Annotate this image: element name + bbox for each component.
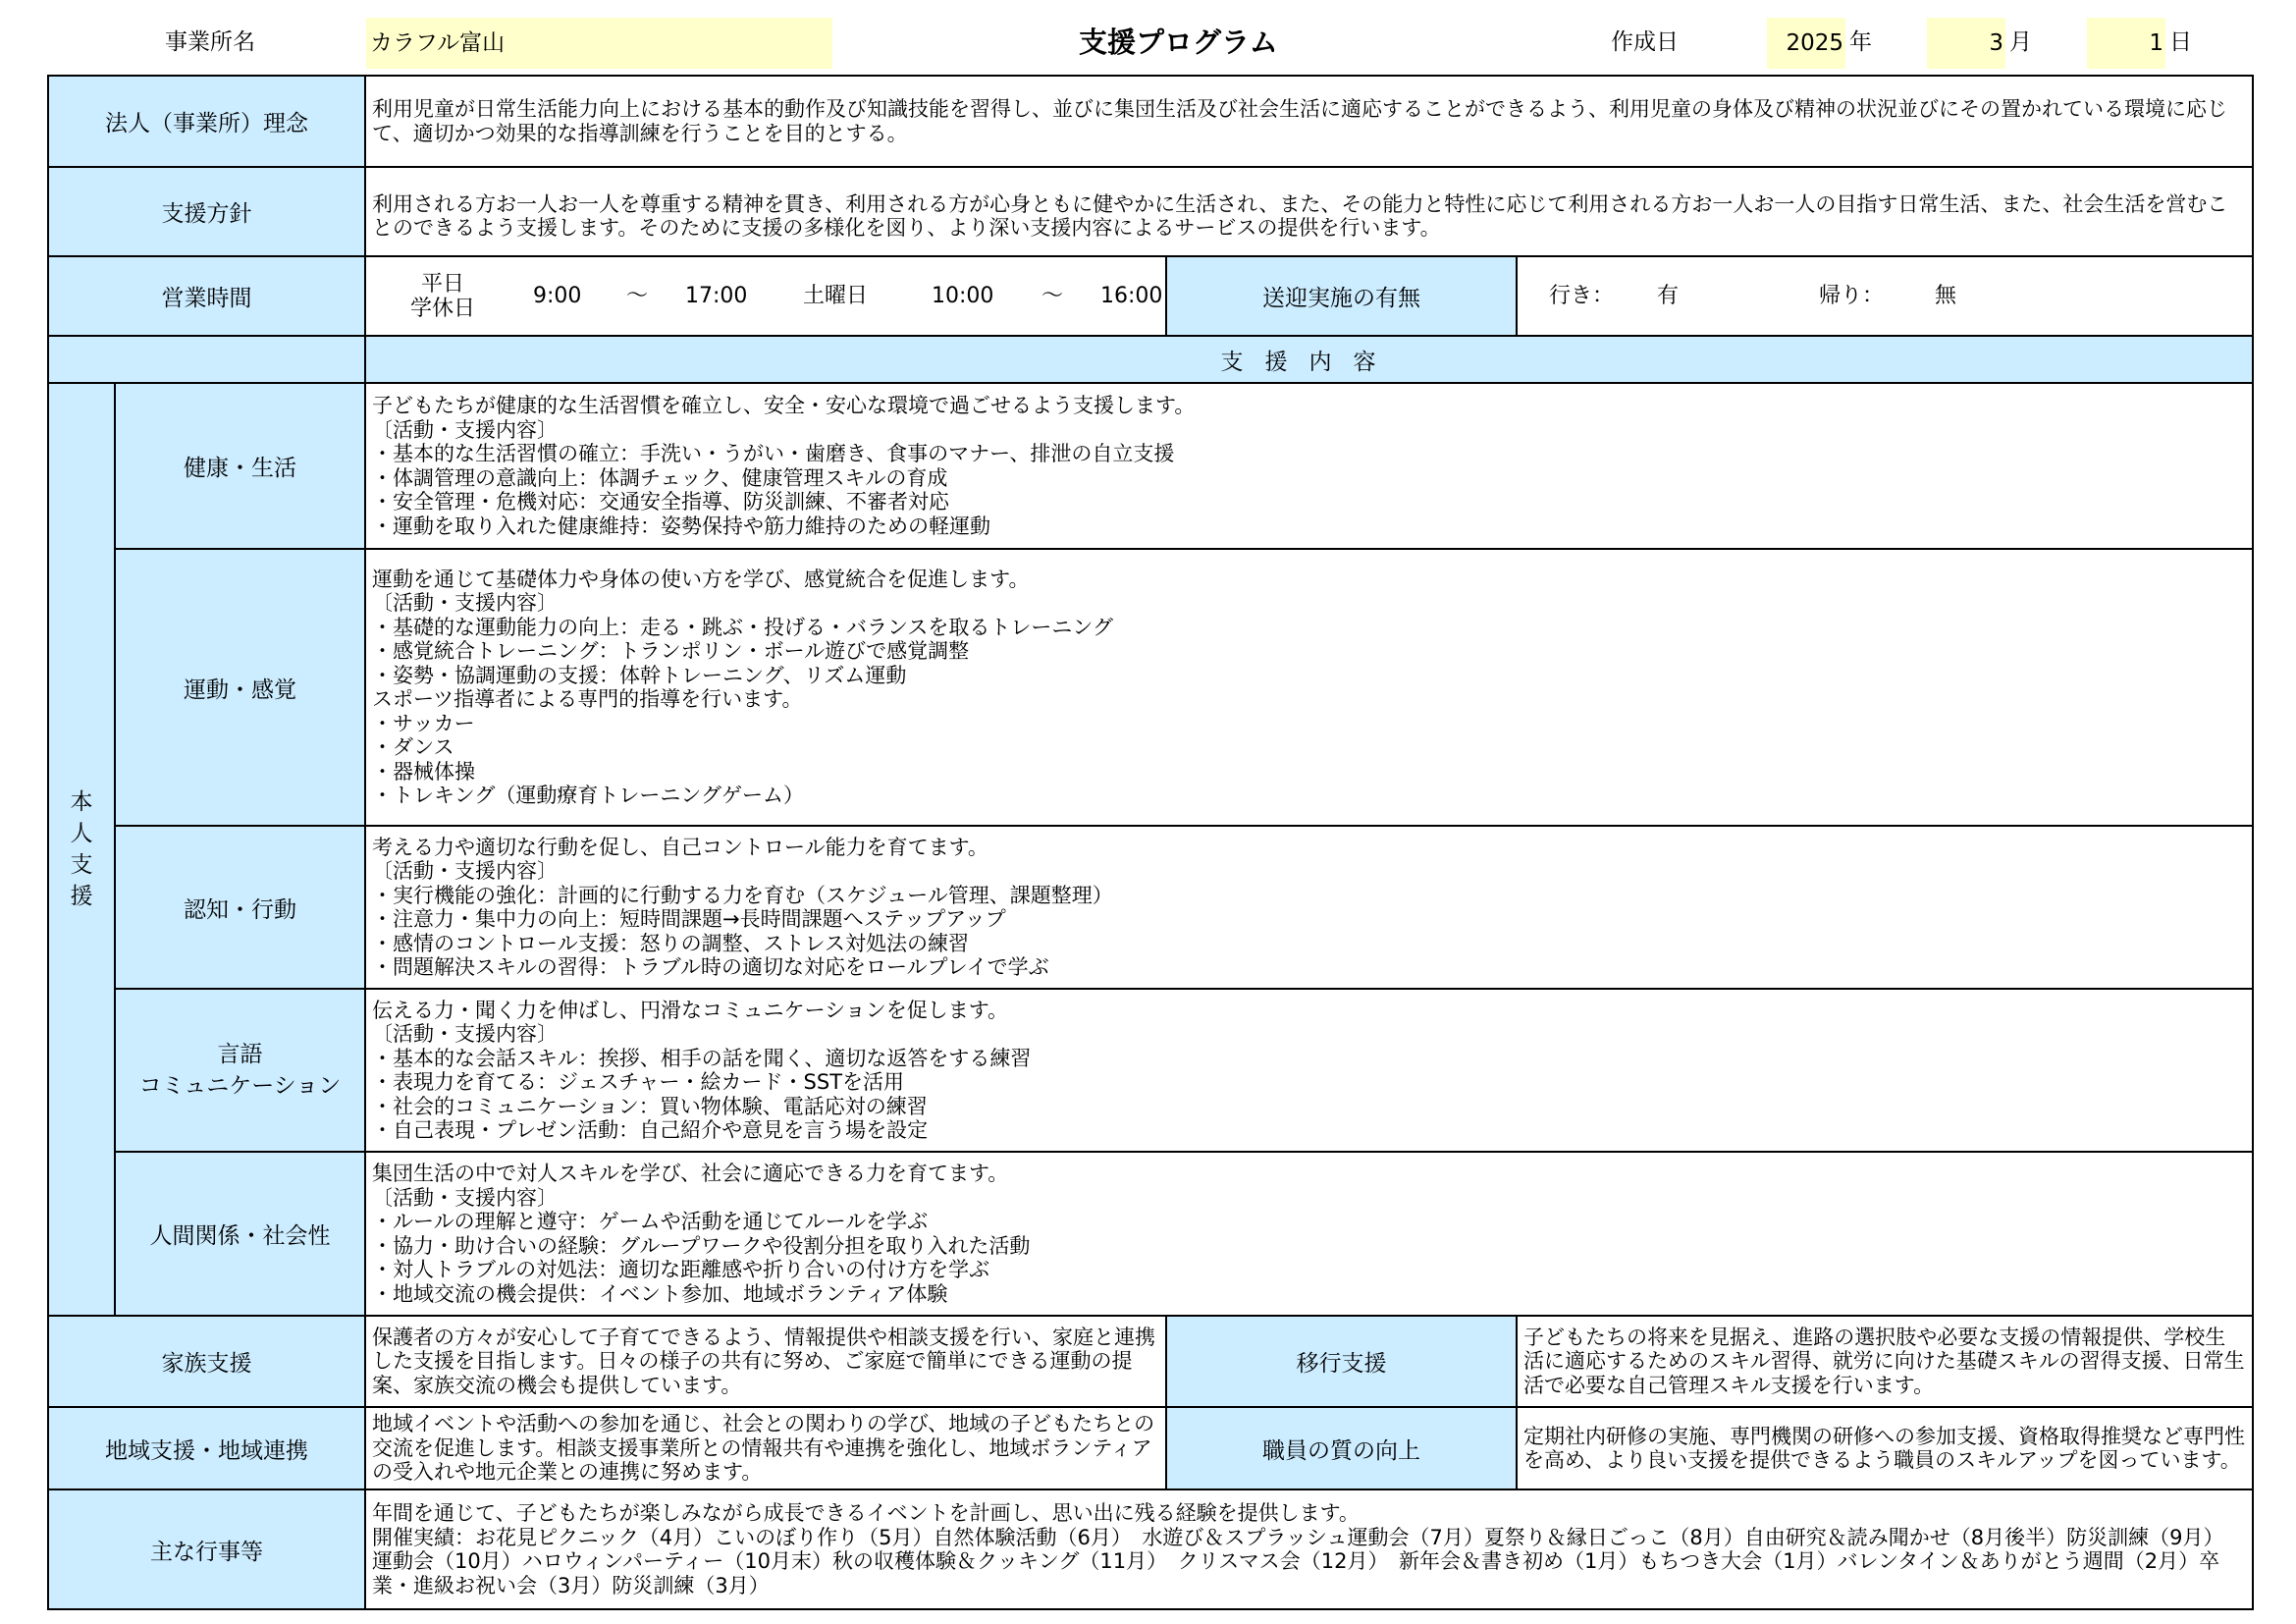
- family-support-label: 家族支援: [48, 1316, 365, 1407]
- social-relations-text[interactable]: 集団生活の中で対人スキルを学び、社会に適応できる力を育てます。 〔活動・支援内容〕 ・ルールの理解と遵守：ゲームや活動を通じてルールを学ぶ ・協力・助け合いの経験：グループワークや役割分担を取り入れた活動 ・対人トラブルの対処法：適切な距離感や折り合いの付け方を学ぶ ・地域交流の機会提供：イベント参加、地域ボランティア体験: [365, 1152, 2253, 1316]
- support-program-table: [47, 75, 2254, 1610]
- motor-sensory-label: 運動・感覚: [115, 549, 365, 826]
- cognitive-behavior-text[interactable]: 考える力や適切な行動を促し、自己コントロール能力を育てます。 〔活動・支援内容〕 ・実行機能の強化：計画的に行動する力を育む（スケジュール管理、課題整理） ・注意力・集中力の向上：短時間課題→長時間課題へステップアップ ・感情のコントロール支援：怒りの調整、ストレス対処法の練習 ・問題解決スキルの習得：トラブル時の適切な対応をロールプレイで学ぶ: [365, 826, 2253, 989]
- transition-support-text[interactable]: 子どもたちの将来を見据え、進路の選択肢や必要な支援の情報提供、学校生活に適応するためのスキル習得、就労に向けた基礎スキルの習得支援、日常生活で必要な自己管理スキル支援を行います。: [1517, 1316, 2253, 1407]
- health-life-text[interactable]: 子どもたちが健康的な生活習慣を確立し、安全・安心な環境で過ごせるよう支援します。 〔活動・支援内容〕 ・基本的な生活習慣の確立：手洗い・うがい・歯磨き、食事のマナー、排泄の自立支援 ・体調管理の意識向上：体調チェック、健康管理スキルの育成 ・安全管理・危機対応：交通安全指導、防災訓練、不審者対応 ・運動を取り入れた健康維持：姿勢保持や筋力維持のための軽運動: [365, 383, 2253, 549]
- transport-label: 送迎実施の有無: [1166, 256, 1517, 336]
- day-field[interactable]: 1: [2087, 18, 2165, 69]
- saturday-end[interactable]: 16:00: [1100, 283, 1163, 308]
- family-transition-row: [48, 1316, 2253, 1407]
- self-support-row-cognitive: [48, 826, 2253, 989]
- community-staff-row: [48, 1407, 2253, 1489]
- self-support-row-health: [48, 383, 2253, 549]
- self-support-label: 本人支援: [48, 383, 115, 1316]
- hours-label: 営業時間: [48, 256, 365, 336]
- weekday-label: 平日 学休日: [409, 271, 475, 321]
- staff-quality-text[interactable]: 定期社内研修の実施、専門機関の研修への参加支援、資格取得推奨など専門性を高め、より良い支援を提供できるよう職員のスキルアップを図っています。: [1517, 1407, 2253, 1489]
- social-relations-label: 人間関係・社会性: [115, 1152, 365, 1316]
- weekday-end[interactable]: 17:00: [685, 283, 748, 308]
- office-name-label: 事業所名: [165, 29, 255, 55]
- office-name-field[interactable]: カラフル富山: [366, 18, 832, 69]
- events-row: [48, 1489, 2253, 1609]
- events-text[interactable]: 年間を通じて、子どもたちが楽しみながら成長できるイベントを計画し、思い出に残る経験を提供します。 開催実績：お花見ピクニック（4月）こいのぼり作り（5月）自然体験活動（6月） 水遊び＆スプラッシュ運動会（7月）夏祭り＆縁日ごっこ（8月）自由研究＆読み聞かせ（8月後半）防災訓練（9月） 運動会（10月）ハロウィンパーティー（10月末）秋の収穫体験＆クッキング（11月） クリスマス会（12月） 新年会＆書き初め（1月）もちつき大会（1月）バレンタイン＆ありがとう週間（2月）卒業・進級お祝い会（3月）防災訓練（3月）: [365, 1489, 2253, 1609]
- created-date-label: 作成日: [1611, 29, 1679, 55]
- document-header: [0, 18, 2296, 67]
- language-communication-label: 言語 コミュニケーション: [115, 989, 365, 1152]
- policy-text[interactable]: 利用される方お一人お一人を尊重する精神を貫き、利用される方が心身ともに健やかに生活され、また、その能力と特性に応じて利用される方お一人お一人の目指す日常生活、また、社会生活を営むことのできるよう支援します。そのために支援の多様化を図り、より深い支援内容によるサービスの提供を行います。: [365, 167, 2253, 256]
- saturday-tilde: ～: [1041, 283, 1064, 308]
- policy-label: 支援方針: [48, 167, 365, 256]
- weekday-tilde: ～: [626, 283, 649, 308]
- month-field[interactable]: 3: [1927, 18, 2005, 69]
- community-label: 地域支援・地域連携: [48, 1407, 365, 1489]
- community-text[interactable]: 地域イベントや活動への参加を通じ、社会との関わりの学び、地域の子どもたちとの交流を促進します。相談支援事業所との情報共有や連携を強化し、地域ボランティアの受入れや地元企業との連携に努めます。: [365, 1407, 1166, 1489]
- saturday-label: 土曜日: [803, 283, 869, 308]
- family-support-text[interactable]: 保護者の方々が安心して子育てできるよう、情報提供や相談支援を行い、家庭と連携した支援を目指します。日々の様子の共有に努め、ご家庭で簡単にできる運動の提案、家族交流の機会も提供しています。: [365, 1316, 1166, 1407]
- philosophy-row: [48, 76, 2253, 167]
- health-life-label: 健康・生活: [115, 383, 365, 549]
- return-value[interactable]: 無: [1935, 283, 1957, 308]
- self-support-row-motor: [48, 549, 2253, 826]
- motor-sensory-text[interactable]: 運動を通じて基礎体力や身体の使い方を学び、感覚統合を促進します。 〔活動・支援内容〕 ・基礎的な運動能力の向上：走る・跳ぶ・投げる・バランスを取るトレーニング ・感覚統合トレーニング：トランポリン・ボール遊びで感覚調整 ・姿勢・協調運動の支援：体幹トレーニング、リズム運動 スポーツ指導者による専門的指導を行います。 ・サッカー ・ダンス ・器械体操 ・トレキング（運動療育トレーニングゲーム）: [365, 549, 2253, 826]
- weekday-start[interactable]: 9:00: [533, 283, 582, 308]
- month-unit: 月: [2009, 29, 2032, 55]
- staff-quality-label: 職員の質の向上: [1166, 1407, 1517, 1489]
- cognitive-behavior-label: 認知・行動: [115, 826, 365, 989]
- events-label: 主な行事等: [48, 1489, 365, 1609]
- content-header: 支援内容: [365, 336, 2253, 383]
- page-title: 支援プログラム: [1079, 26, 1278, 59]
- return-label: 帰り：: [1819, 283, 1885, 308]
- policy-row: [48, 167, 2253, 256]
- hours-cell: [365, 256, 1166, 336]
- hours-row: [48, 256, 2253, 336]
- go-label: 行き：: [1549, 283, 1615, 308]
- philosophy-text[interactable]: 利用児童が日常生活能力向上における基本的動作及び知識技能を習得し、並びに集団生活及び社会生活に適応することができるよう、利用児童の身体及び精神の状況並びにその置かれている環境に応じて、適切かつ効果的な指導訓練を行うことを目的とする。: [365, 76, 2253, 167]
- year-unit: 年: [1849, 29, 1872, 55]
- go-value[interactable]: 有: [1657, 283, 1680, 308]
- philosophy-label: 法人（事業所）理念: [48, 76, 365, 167]
- content-header-blank: [48, 336, 365, 383]
- self-support-row-language: [48, 989, 2253, 1152]
- transition-support-label: 移行支援: [1166, 1316, 1517, 1407]
- year-field[interactable]: 2025: [1767, 18, 1845, 69]
- transport-cell: [1517, 256, 2253, 336]
- self-support-row-social: [48, 1152, 2253, 1316]
- saturday-start[interactable]: 10:00: [932, 283, 994, 308]
- day-unit: 日: [2169, 29, 2192, 55]
- language-communication-text[interactable]: 伝える力・聞く力を伸ばし、円滑なコミュニケーションを促します。 〔活動・支援内容〕 ・基本的な会話スキル：挨拶、相手の話を聞く、適切な返答をする練習 ・表現力を育てる：ジェスチャー・絵カード・SSTを活用 ・社会的コミュニケーション：買い物体験、電話応対の練習 ・自己表現・プレゼン活動：自己紹介や意見を言う場を設定: [365, 989, 2253, 1152]
- content-header-row: [48, 336, 2253, 383]
